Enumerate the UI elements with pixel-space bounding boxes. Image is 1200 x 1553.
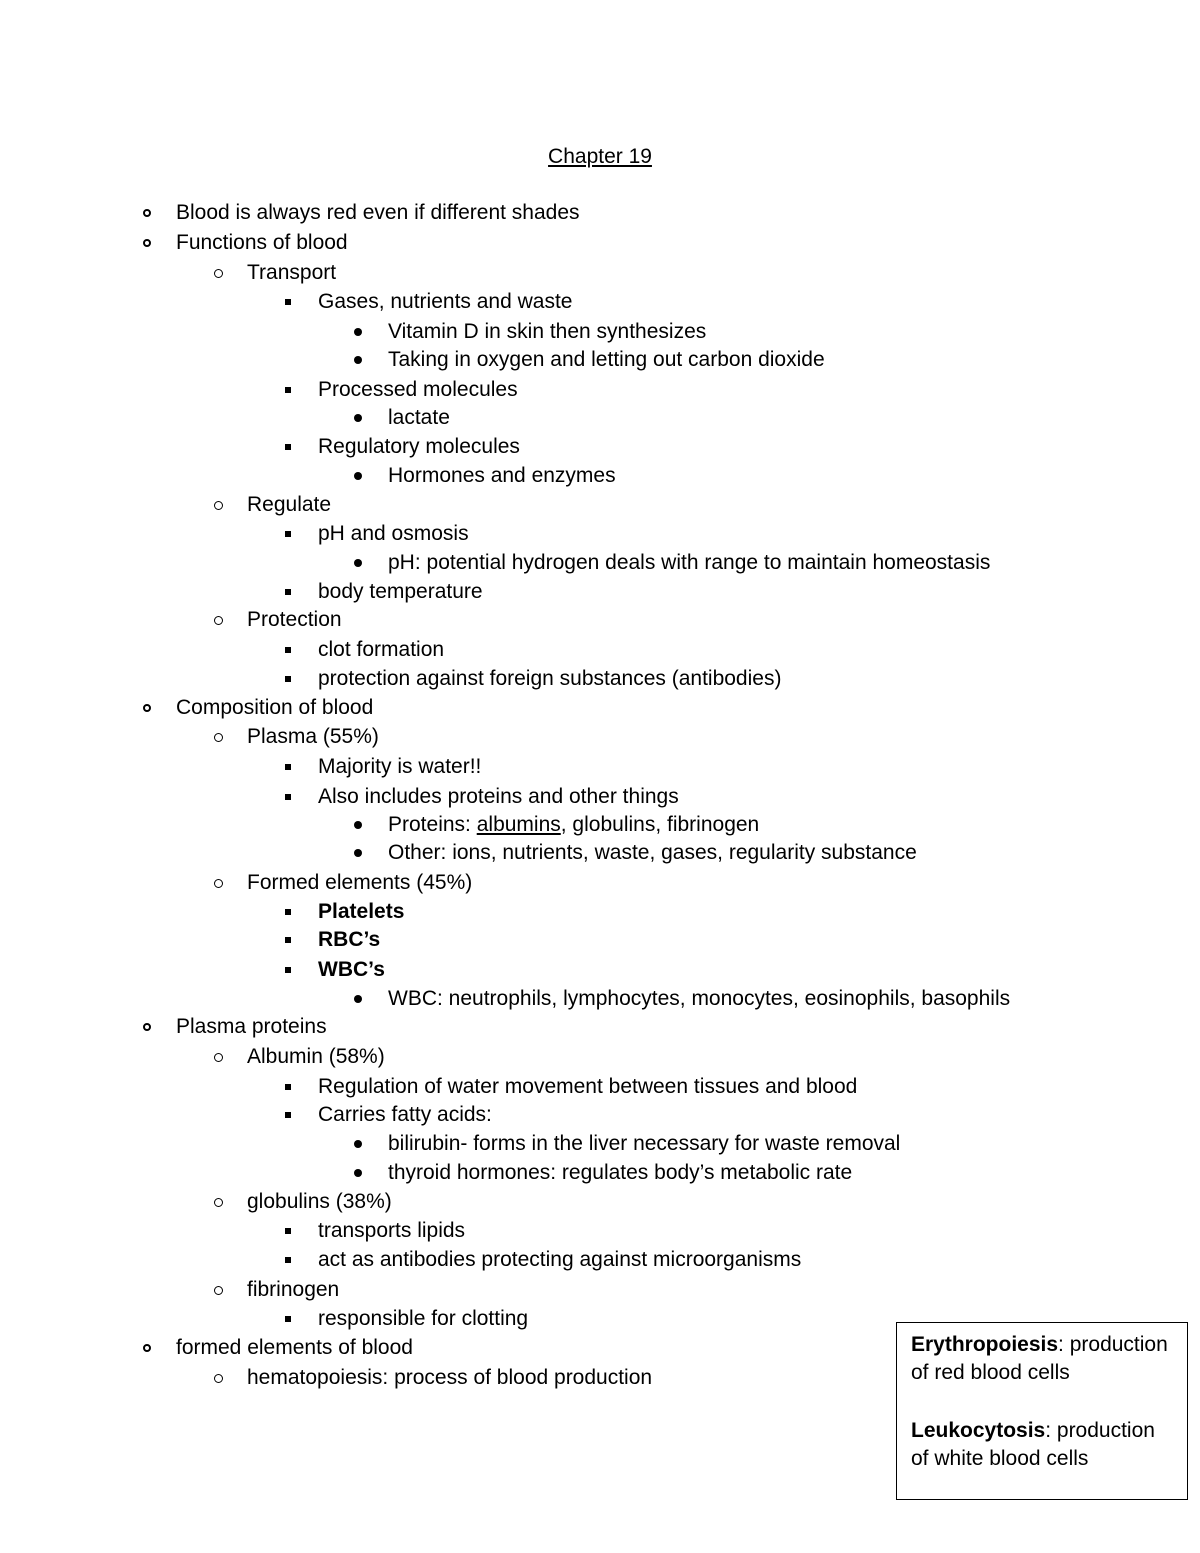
page-title: Chapter 19 (548, 145, 652, 168)
bullet-icon (350, 839, 366, 867)
list-item-text: , globulins, fibrinogen (560, 813, 760, 836)
definition-text-cont: of red blood cells (911, 1361, 1070, 1384)
bullet-icon (350, 462, 366, 490)
list-item-level-2: Regulate (247, 493, 332, 516)
list-item-level-4: lactate (388, 406, 450, 429)
bullet-icon (280, 578, 296, 606)
list-item-level-3: Carries fatty acids: (318, 1103, 492, 1126)
bullet-icon (210, 869, 226, 897)
list-item-level-2: Protection (247, 608, 342, 631)
list-item-level-3: pH and osmosis (318, 522, 469, 545)
list-item-level-2: Albumin (58%) (247, 1045, 385, 1068)
bullet-icon (139, 229, 155, 257)
bullet-icon (280, 433, 296, 461)
bullet-icon (280, 1217, 296, 1245)
bullet-icon (280, 1305, 296, 1333)
list-item-level-1: Composition of blood (176, 696, 374, 719)
bullet-icon (350, 985, 366, 1013)
bullet-icon (210, 606, 226, 634)
list-item-level-3: act as antibodies protecting against microorganisms (318, 1248, 802, 1271)
definition-text: : production (1058, 1333, 1168, 1356)
bullet-icon (210, 1043, 226, 1071)
bullet-icon (350, 404, 366, 432)
bullet-icon (280, 956, 296, 984)
list-item-level-2: Formed elements (45%) (247, 871, 473, 894)
list-item-level-4: Other: ions, nutrients, waste, gases, regularity substance (388, 841, 917, 864)
list-item-level-3: Majority is water!! (318, 755, 482, 778)
list-item-level-4: WBC: neutrophils, lymphocytes, monocytes, eosinophils, basophils (388, 987, 1011, 1010)
bullet-icon (280, 665, 296, 693)
definition-text-cont: of white blood cells (911, 1447, 1089, 1470)
definitions-box (896, 1322, 1188, 1500)
list-item-level-4: bilirubin- forms in the liver necessary for waste removal (388, 1132, 901, 1155)
bullet-icon (350, 811, 366, 839)
list-item-level-3: Regulatory molecules (318, 435, 520, 458)
list-item-level-4: Taking in oxygen and letting out carbon dioxide (388, 348, 825, 371)
bullet-icon (350, 1159, 366, 1187)
bullet-icon (280, 636, 296, 664)
bullet-icon (350, 549, 366, 577)
list-item-level-3: protection against foreign substances (antibodies) (318, 667, 782, 690)
list-item-level-1: formed elements of blood (176, 1336, 413, 1359)
bullet-icon (350, 346, 366, 374)
bullet-icon (210, 491, 226, 519)
bullet-icon (139, 694, 155, 722)
list-item-level-3: body temperature (318, 580, 483, 603)
bullet-icon (280, 783, 296, 811)
list-item-level-2: hematopoiesis: process of blood production (247, 1366, 653, 1389)
term: Leukocytosis (911, 1419, 1046, 1442)
list-item-level-3: WBC’s (318, 958, 385, 981)
bullet-icon (280, 753, 296, 781)
bullet-icon (210, 1276, 226, 1304)
bullet-icon (280, 898, 296, 926)
list-item-level-3: Processed molecules (318, 378, 518, 401)
bullet-icon (280, 1073, 296, 1101)
list-item-level-4: Vitamin D in skin then synthesizes (388, 320, 707, 343)
bullet-icon (139, 199, 155, 227)
bullet-icon (210, 1364, 226, 1392)
definition-leukocytosis (911, 1417, 1173, 1445)
list-item-level-2: fibrinogen (247, 1278, 340, 1301)
term: Erythropoiesis (911, 1333, 1059, 1356)
bullet-icon (210, 723, 226, 751)
list-item-level-3: Regulation of water movement between tissues and blood (318, 1075, 858, 1098)
bullet-icon (210, 1188, 226, 1216)
bullet-icon (280, 288, 296, 316)
list-item-level-2: Plasma (55%) (247, 725, 379, 748)
bullet-icon (350, 1130, 366, 1158)
list-item-level-3: RBC’s (318, 928, 381, 951)
bullet-icon (280, 1246, 296, 1274)
list-item-level-4 (388, 811, 759, 839)
list-item-level-4: thyroid hormones: regulates body’s metabolic rate (388, 1161, 853, 1184)
list-item-level-1: Functions of blood (176, 231, 348, 254)
list-item-level-2: Transport (247, 261, 337, 284)
bullet-icon (210, 259, 226, 287)
list-item-level-3: Also includes proteins and other things (318, 785, 679, 808)
bullet-icon (280, 376, 296, 404)
list-item-level-2: globulins (38%) (247, 1190, 392, 1213)
list-item-level-3: Platelets (318, 900, 405, 923)
bullet-icon (350, 318, 366, 346)
list-item-level-4: pH: potential hydrogen deals with range to maintain homeostasis (388, 551, 991, 574)
bullet-icon (280, 520, 296, 548)
list-item-level-3: responsible for clotting (318, 1307, 529, 1330)
list-item-level-4: Hormones and enzymes (388, 464, 616, 487)
definition-text: : production (1045, 1419, 1155, 1442)
underlined-term: albumins (476, 813, 561, 836)
list-item-level-3: transports lipids (318, 1219, 466, 1242)
list-item-level-1: Plasma proteins (176, 1015, 327, 1038)
bullet-icon (280, 1101, 296, 1129)
list-item-level-1: Blood is always red even if different shades (176, 201, 580, 224)
list-item-level-3: clot formation (318, 638, 445, 661)
bullet-icon (280, 926, 296, 954)
definition-erythropoiesis (911, 1331, 1173, 1359)
list-item-level-3: Gases, nutrients and waste (318, 290, 573, 313)
bullet-icon (139, 1013, 155, 1041)
bullet-icon (139, 1334, 155, 1362)
list-item-text: Proteins: (388, 813, 477, 836)
